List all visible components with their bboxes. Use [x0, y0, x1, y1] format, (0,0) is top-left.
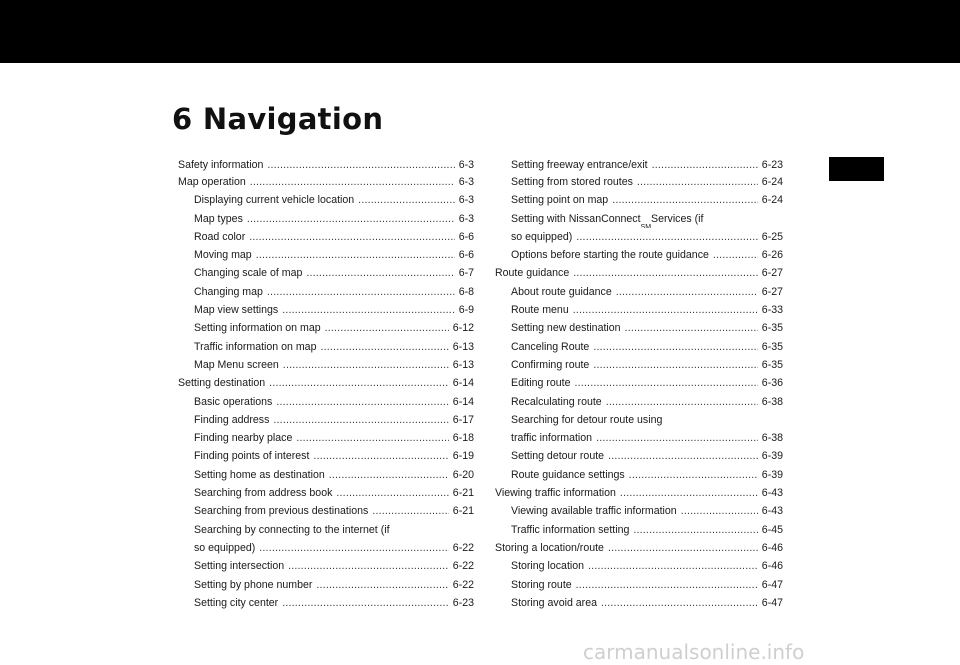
toc-entry-page: 6-38: [761, 395, 783, 408]
toc-entry-label: Finding points of interest: [194, 450, 310, 463]
dot-leader: [601, 594, 758, 612]
toc-entry-page: 6-39: [761, 450, 783, 463]
toc-entry-label: Map types: [194, 212, 243, 225]
toc-entry[interactable]: [495, 466, 783, 484]
dot-leader: [596, 429, 758, 447]
toc-entry[interactable]: [178, 283, 474, 301]
toc-entry-label: Map Menu screen: [194, 358, 279, 371]
toc-entry[interactable]: [495, 557, 783, 575]
dot-leader: [276, 393, 448, 411]
toc-entry-label: Displaying current vehicle location: [194, 194, 355, 207]
toc-entry-page: 6-43: [761, 487, 783, 500]
toc-entry[interactable]: [178, 173, 474, 191]
toc-entry-label: Storing avoid area: [511, 596, 597, 609]
toc-entry-page: 6-22: [452, 578, 474, 591]
toc-entry[interactable]: [178, 191, 474, 209]
toc-entry[interactable]: [178, 264, 474, 282]
dot-leader: [593, 356, 757, 374]
toc-entry-label: Setting home as destination: [194, 468, 325, 481]
toc-entry-label: Map view settings: [194, 304, 279, 317]
chapter-tab-marker: [829, 157, 884, 181]
toc-entry[interactable]: [495, 191, 783, 209]
toc-entry[interactable]: [178, 466, 474, 484]
toc-entry[interactable]: [495, 447, 783, 465]
toc-entry-label: Canceling Route: [511, 340, 590, 353]
toc-entry-label-continued: Services (if: [651, 212, 704, 225]
toc-entry-label: Map operation: [178, 176, 246, 188]
dot-leader: [573, 301, 758, 319]
toc-entry[interactable]: [495, 521, 783, 539]
toc-entry-page: 6-3: [458, 159, 474, 171]
toc-entry-page: 6-9: [458, 304, 474, 317]
toc-entry-label: Searching for detour route using: [511, 413, 663, 426]
dot-leader: [620, 484, 758, 502]
toc-entry-label: Setting intersection: [194, 560, 285, 573]
dot-leader: [637, 173, 758, 191]
dot-leader: [576, 576, 758, 594]
dot-leader: [652, 157, 758, 173]
dot-leader: [612, 191, 758, 209]
toc-entry-page: 6-13: [452, 358, 474, 371]
dot-leader: [269, 374, 449, 392]
toc-entry-label-line2: traffic information: [511, 432, 593, 445]
watermark: carmanualsonline.info: [583, 640, 805, 664]
toc-entry[interactable]: [178, 484, 474, 502]
toc-entry-page: 6-18: [452, 432, 474, 445]
toc-entry-page: 6-12: [452, 322, 474, 335]
dot-leader: [681, 502, 758, 520]
toc-entry-label: Setting destination: [178, 377, 266, 390]
toc-entry-label: Finding nearby place: [194, 432, 293, 445]
dot-leader: [358, 191, 455, 209]
toc-entry-label: Basic operations: [194, 395, 273, 408]
toc-entry-label: Moving map: [194, 249, 252, 262]
dot-leader: [588, 557, 758, 575]
dot-leader: [306, 264, 454, 282]
dot-leader: [593, 338, 757, 356]
toc-entry[interactable]: [495, 411, 783, 448]
toc-entry[interactable]: [495, 374, 783, 392]
dot-leader: [576, 228, 758, 246]
toc-entry-label: Setting detour route: [511, 450, 605, 463]
dot-leader: [608, 447, 758, 465]
toc-entry-label: Road color: [194, 230, 246, 243]
toc-entry-page: 6-33: [761, 304, 783, 317]
toc-entry[interactable]: [495, 264, 783, 282]
toc-entry-page: 6-35: [761, 340, 783, 353]
toc-entry-label-line2: so equipped): [511, 230, 573, 243]
dot-leader: [288, 557, 449, 575]
toc-entry[interactable]: [178, 502, 474, 520]
toc-entry-page: 6-26: [761, 249, 783, 262]
toc-entry-page: 6-6: [458, 249, 474, 262]
toc-entry[interactable]: [178, 576, 474, 594]
dot-leader: [573, 264, 758, 282]
toc-entry-label: Storing route: [511, 578, 572, 591]
toc-entry[interactable]: [495, 576, 783, 594]
toc-entry[interactable]: [495, 594, 783, 612]
dot-leader: [629, 466, 758, 484]
toc-entry-page: 6-6: [458, 230, 474, 243]
toc-entry-page: 6-20: [452, 468, 474, 481]
dot-leader: [616, 283, 758, 301]
header-bar: [0, 0, 960, 63]
toc-entry-label: Traffic information on map: [194, 340, 317, 353]
toc-entry-page: 6-23: [761, 159, 783, 171]
toc-entry-page: 6-13: [452, 340, 474, 353]
toc-left-column: [178, 157, 474, 612]
toc-entry-label: Finding address: [194, 413, 270, 426]
toc-entry-label: Searching by connecting to the internet (if: [194, 523, 390, 536]
toc-entry-page: 6-47: [761, 596, 783, 609]
toc-entry[interactable]: [495, 173, 783, 191]
dot-leader: [336, 484, 448, 502]
dot-leader: [247, 210, 455, 228]
dot-leader: [606, 393, 758, 411]
toc-entry-label: Safety information: [178, 159, 264, 171]
toc-entry-page: 6-21: [452, 505, 474, 518]
toc-entry[interactable]: [495, 539, 783, 557]
toc-entry[interactable]: [178, 521, 474, 558]
toc-entry[interactable]: [495, 338, 783, 356]
toc-entry-page: 6-23: [452, 596, 474, 609]
toc-entry[interactable]: Setting with NissanConnect SM Services (if so equipped) ..... 6-25: [495, 210, 783, 247]
dot-leader: [316, 576, 448, 594]
toc-entry-label: Recalculating route: [511, 395, 602, 408]
toc-entry[interactable]: [178, 594, 474, 612]
dot-leader: [633, 521, 757, 539]
toc-entry-page: 6-45: [761, 523, 783, 536]
toc-entry-label: Changing map: [194, 285, 263, 298]
dot-leader: [282, 301, 454, 319]
toc-entry[interactable]: [178, 411, 474, 429]
toc-entry[interactable]: [178, 557, 474, 575]
toc-entry-page: 6-22: [452, 560, 474, 573]
toc-entry-page: 6-24: [761, 194, 783, 207]
toc-entry-label: About route guidance: [511, 285, 612, 298]
toc-entry[interactable]: [178, 338, 474, 356]
toc-entry-label: Confirming route: [511, 358, 590, 371]
toc-entry-label: Searching from previous destinations: [194, 505, 369, 518]
toc-entry-page: 6-35: [761, 322, 783, 335]
toc-entry[interactable]: [495, 157, 783, 173]
toc-entry-page: 6-35: [761, 358, 783, 371]
toc-entry[interactable]: [178, 374, 474, 392]
toc-entry[interactable]: [178, 246, 474, 264]
toc-entry[interactable]: [178, 356, 474, 374]
toc-entry-label: Setting by phone number: [194, 578, 313, 591]
dot-leader: [313, 447, 448, 465]
toc-entry-label: Viewing traffic information: [495, 487, 616, 500]
toc-entry-label: Route guidance settings: [511, 468, 625, 481]
toc-entry-page: 6-38: [761, 432, 783, 445]
dot-leader: [256, 246, 455, 264]
dot-leader: [267, 283, 455, 301]
dot-leader: [282, 594, 449, 612]
toc-entry-label: Setting freeway entrance/exit: [511, 159, 648, 171]
toc-entry-page: 6-8: [458, 285, 474, 298]
toc-entry-page: 6-39: [761, 468, 783, 481]
toc-entry[interactable]: [178, 447, 474, 465]
toc-entry[interactable]: [178, 393, 474, 411]
toc-entry-label: Changing scale of map: [194, 267, 303, 280]
toc-entry-page: 6-3: [458, 212, 474, 225]
toc-entry-page: 6-21: [452, 487, 474, 500]
toc-entry-page: 6-43: [761, 505, 783, 518]
toc-entry-label: Editing route: [511, 377, 571, 390]
toc-entry-page: 6-3: [458, 194, 474, 207]
toc-entry-label: Setting new destination: [511, 322, 621, 335]
toc-entry-label-line2: so equipped): [194, 541, 256, 554]
dot-leader: [267, 157, 454, 173]
toc-entry-label: Storing a location/route: [495, 541, 604, 554]
toc-entry-label: Viewing available traffic information: [511, 505, 677, 518]
toc-entry-label: Route menu: [511, 304, 569, 317]
toc-entry-label: Setting information on map: [194, 322, 321, 335]
dot-leader: [329, 466, 449, 484]
toc-entry[interactable]: [495, 283, 783, 301]
chapter-title: 6 Navigation: [172, 102, 384, 136]
toc-entry-page: 6-27: [761, 285, 783, 298]
toc-entry[interactable]: [178, 429, 474, 447]
toc-entry[interactable]: [178, 210, 474, 228]
toc-entry[interactable]: [495, 356, 783, 374]
toc-entry[interactable]: [495, 301, 783, 319]
toc-entry-page: 6-17: [452, 413, 474, 426]
toc-entry-page: 6-46: [761, 541, 783, 554]
toc-right-column: [495, 157, 783, 612]
toc-entry-label: Options before starting the route guidance: [511, 249, 709, 262]
toc-entry-label: Route guidance: [495, 267, 570, 280]
toc-entry-label: Searching from address book: [194, 487, 333, 500]
toc-entry-page: 6-22: [452, 541, 474, 554]
toc-entry-label: Setting with NissanConnect: [511, 212, 641, 225]
toc-entry-label: Setting point on map: [511, 194, 609, 207]
toc-entry-page: 6-19: [452, 450, 474, 463]
toc-entry[interactable]: [495, 393, 783, 411]
dot-leader: [250, 173, 455, 191]
toc-entry-page: 6-46: [761, 560, 783, 573]
dot-leader: [713, 246, 758, 264]
toc-entry-page: 6-14: [452, 377, 474, 390]
toc-entry[interactable]: [495, 319, 783, 337]
dot-leader: [608, 539, 758, 557]
toc-entry-label: Storing location: [511, 560, 585, 573]
dot-leader: [325, 319, 449, 337]
toc-entry-label: Setting from stored routes: [511, 176, 633, 188]
toc-entry[interactable]: [178, 301, 474, 319]
toc-entry-page: 6-24: [761, 176, 783, 188]
toc-entry-page: 6-14: [452, 395, 474, 408]
toc-entry[interactable]: [495, 246, 783, 264]
toc-entry-label: Traffic information setting: [511, 523, 630, 536]
toc-entry-page: 6-27: [761, 267, 783, 280]
toc-entry[interactable]: [178, 228, 474, 246]
dot-leader: [249, 228, 454, 246]
dot-leader: [259, 539, 449, 557]
toc-entry[interactable]: [495, 502, 783, 520]
dot-leader: [283, 356, 449, 374]
toc-entry-page: 6-7: [458, 267, 474, 280]
dot-leader: [625, 319, 758, 337]
dot-leader: [574, 374, 757, 392]
toc-entry-page: 6-36: [761, 377, 783, 390]
toc-entry-label: Setting city center: [194, 596, 279, 609]
toc-entry[interactable]: [495, 484, 783, 502]
toc-entry-page: 6-3: [458, 176, 474, 188]
toc-entry-page: 6-47: [761, 578, 783, 591]
dot-leader: [320, 338, 448, 356]
toc-entry[interactable]: [178, 157, 474, 173]
dot-leader: [273, 411, 448, 429]
dot-leader: [296, 429, 448, 447]
dot-leader: [372, 502, 448, 520]
toc-entry-page: 6-25: [761, 230, 783, 243]
toc-entry[interactable]: [178, 319, 474, 337]
